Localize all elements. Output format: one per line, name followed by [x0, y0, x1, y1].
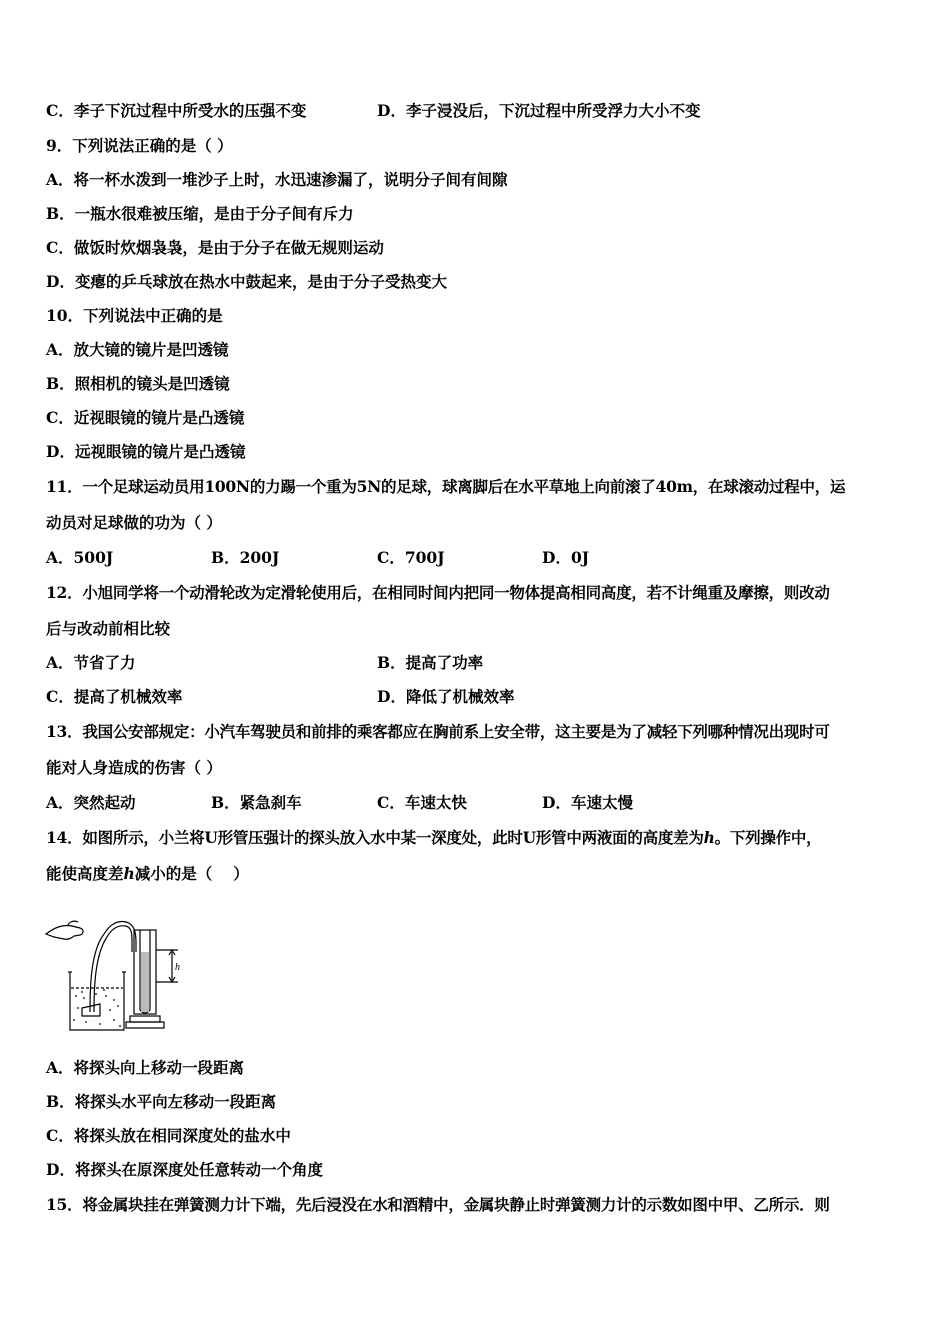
probe-icon — [82, 1004, 100, 1016]
figure-h-label: h — [175, 962, 180, 973]
q11-stem-line2: 动员对足球做的功为（ ） — [46, 513, 222, 532]
q9-option-c: C．做饭时炊烟袅袅，是由于分子在做无规则运动 — [46, 238, 384, 257]
q12-stem-line2: 后与改动前相比较 — [46, 619, 171, 638]
q14-stem-line1 — [46, 828, 821, 848]
q14-stem-line2-part-b: 减小的是（ ） — [134, 864, 249, 883]
q12-stem-line1: 12．小旭同学将一个动滑轮改为定滑轮使用后，在相同时间内把同一物体提高相同高度，若不计绳重及摩擦，则改动 — [46, 583, 830, 602]
q13-stem-line2: 能对人身造成的伤害（ ） — [46, 758, 222, 777]
q13-option-d: D．车速太慢 — [542, 793, 633, 812]
q10-option-c: C．近视眼镜的镜片是凸透镜 — [46, 408, 245, 427]
q15-stem-line1: 15．将金属块挂在弹簧测力计下端，先后浸没在水和酒精中，金属块静止时弹簧测力计的示数如图中甲、乙所示．则 — [46, 1195, 830, 1214]
q12-option-b: B．提高了功率 — [377, 653, 484, 672]
q9-stem: 9．下列说法正确的是（ ） — [46, 136, 233, 155]
q9-option-b: B．一瓶水很难被压缩，是由于分子间有斥力 — [46, 204, 354, 223]
q13-stem-line1: 13．我国公安部规定：小汽车驾驶员和前排的乘客都应在胸前系上安全带，这主要是为了减轻下列哪种情况出现时可 — [46, 722, 830, 741]
q8-option-c: C．李子下沉过程中所受水的压强不变 — [46, 101, 307, 120]
hand-icon — [46, 925, 83, 939]
q11-stem-line1: 11．一个足球运动员用100N的力踢一个重为5N的足球，球离脚后在水平草地上向前滚了40m，在球滚动过程中，运 — [46, 477, 846, 496]
q10-stem: 10．下列说法中正确的是 — [46, 306, 223, 325]
q14-option-a: A．将探头向上移动一段距离 — [46, 1058, 245, 1077]
q13-option-c: C．车速太快 — [377, 793, 467, 812]
q11-option-d: D．0J — [542, 548, 590, 567]
stand-base — [126, 1022, 164, 1028]
q10-option-a: A．放大镜的镜片是凹透镜 — [46, 340, 229, 359]
beaker-icon — [70, 972, 124, 1030]
q14-option-b: B．将探头水平向左移动一段距离 — [46, 1092, 277, 1111]
q12-option-a: A．节省了力 — [46, 653, 136, 672]
q14-stem-line1-part-b: 。下列操作中， — [714, 828, 822, 847]
q11-option-a: A．500J — [46, 548, 114, 567]
q14-h-variable: h — [703, 828, 715, 847]
q10-option-b: B．照相机的镜头是凹透镜 — [46, 374, 230, 393]
q9-option-a: A．将一杯水泼到一堆沙子上时，水迅速渗漏了，说明分子间有间隙 — [46, 170, 508, 189]
q12-option-c: C．提高了机械效率 — [46, 687, 183, 706]
q14-stem-line2 — [46, 864, 249, 884]
q8-option-d: D．李子浸没后，下沉过程中所受浮力大小不变 — [377, 101, 701, 120]
q14-option-d: D．将探头在原深度处任意转动一个角度 — [46, 1160, 323, 1179]
q14-option-c: C．将探头放在相同深度处的盐水中 — [46, 1126, 291, 1145]
q11-option-c: C．700J — [377, 548, 445, 567]
q14-stem-line1-part-a: 14．如图所示，小兰将U形管压强计的探头放入水中某一深度处，此时U形管中两液面的高度差为 — [46, 828, 704, 847]
q12-option-d: D．降低了机械效率 — [377, 687, 515, 706]
q10-option-d: D．远视眼镜的镜片是凸透镜 — [46, 442, 246, 461]
q14-manometer-figure — [44, 912, 194, 1034]
q13-option-a: A．突然起动 — [46, 793, 136, 812]
q14-h-variable-2: h — [123, 864, 135, 883]
q14-stem-line2-part-a: 能使高度差 — [46, 864, 124, 883]
q13-option-b: B．紧急刹车 — [211, 793, 302, 812]
q9-option-d: D．变瘪的乒乓球放在热水中鼓起来，是由于分子受热变大 — [46, 272, 447, 291]
q11-option-b: B．200J — [211, 548, 280, 567]
